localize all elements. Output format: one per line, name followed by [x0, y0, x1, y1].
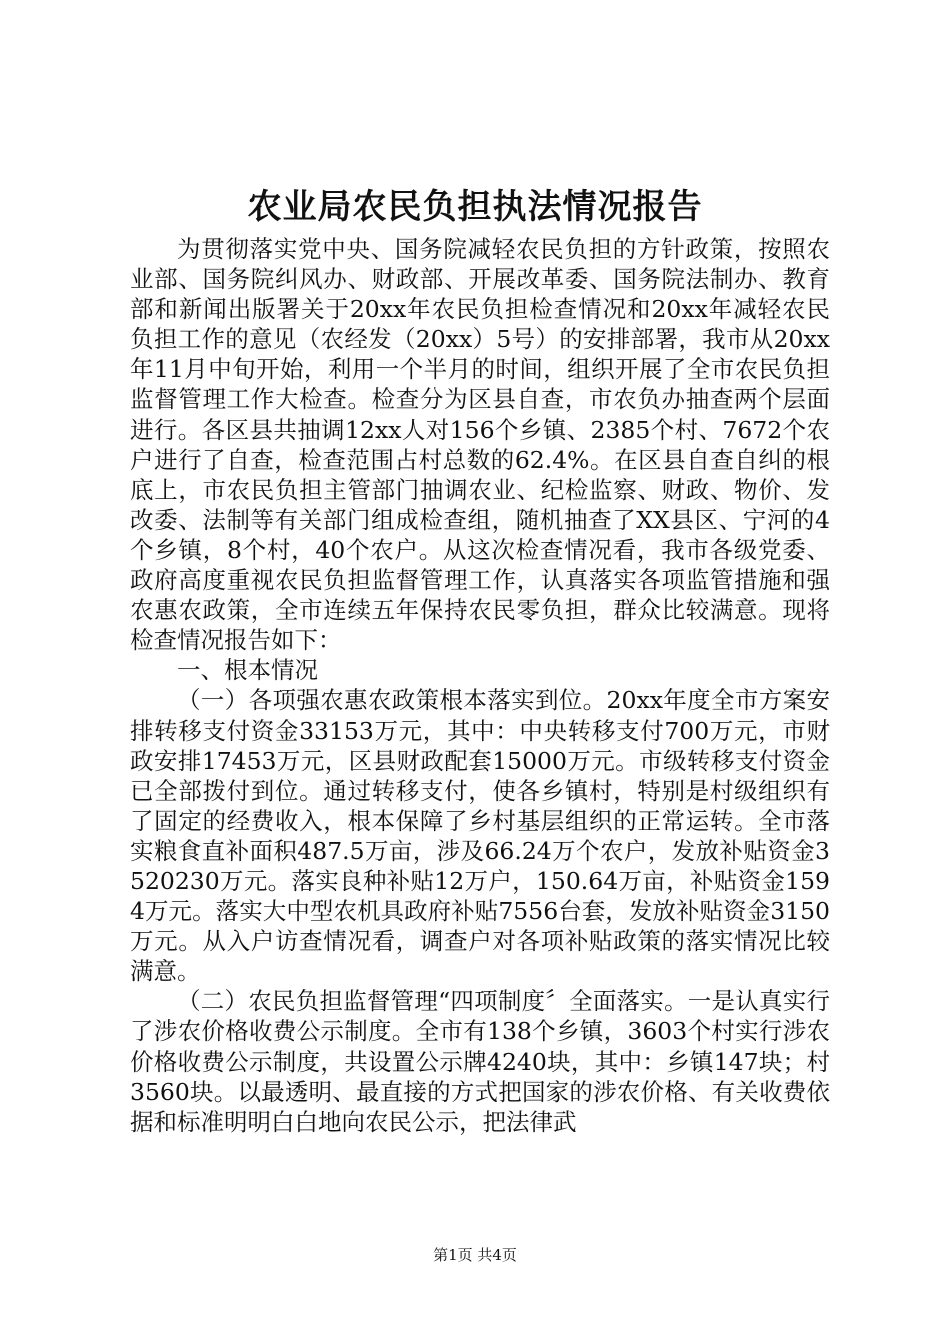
page-number-footer: 第1页 共4页	[433, 1246, 517, 1264]
section-heading-basic-situation: 一、根本情况	[177, 656, 318, 685]
document-body	[130, 234, 830, 1137]
paragraph-intro: 为贯彻落实党中央、国务院减轻农民负担的方针政策，按照农业部、国务院纠风办、财政部、开展改革委、国务院法制办、教育部和新闻出版署关于20xx年农民负担检查情况和20xx年减轻农民负担工作的意见（农经发（20xx）5号）的安排部署，我市从20xx年11月中旬开始，利用一个半月的时间，组织开展了全市农民负担监督管理工作大检查。检查分为区县自查，市农负办抽查两个层面进行。各区县共抽调12xx人对156个乡镇、2385个村、7672个农户进行了自查，检查范围占村总数的62.4%。在区县自查自纠的根底上，市农民负担主管部门抽调农业、纪检监察、财政、物价、发改委、法制等有关部门组成检查组，随机抽查了XX县区、宁河的4个乡镇，8个村，40个农户。从这次检查情况看，我市各级党委、政府高度重视农民负担监督管理工作，认真落实各项监管措施和强农惠农政策，全市连续五年保持农民零负担，群众比较满意。现将检查情况报告如下：	[130, 235, 830, 655]
paragraph-subsidy-policies: （一）各项强农惠农政策根本落实到位。20xx年度全市方案安排转移支付资金33153万元，其中：中央转移支付700万元，市财政安排17453万元，区县财政配套15000万元。市级转移支付资金已全部拨付到位。通过转移支付，使各乡镇村，特别是村级组织有了固定的经费收入，根本保障了乡村基层组织的正常运转。全市落实粮食直补面积487.5万亩，涉及66.24万个农户，发放补贴资金3520230万元。落实良种补贴12万户，150.64万亩，补贴资金1594万元。落实大中型农机具政府补贴7556台套，发放补贴资金3150万元。从入户访查情况看，调查户对各项补贴政策的落实情况比较满意。	[130, 686, 830, 986]
paragraph-four-systems: （二）农民负担监督管理“四项制度〞全面落实。一是认真实行了涉农价格收费公示制度。全市有138个乡镇，3603个村实行涉农价格收费公示制度，共设置公示牌4240块，其中：乡镇147块；村3560块。以最透明、最直接的方式把国家的涉农价格、有关收费依据和标准明明白白地向农民公示，把法律武	[130, 987, 830, 1136]
document-title: 农业局农民负担执法情况报告	[247, 187, 703, 227]
